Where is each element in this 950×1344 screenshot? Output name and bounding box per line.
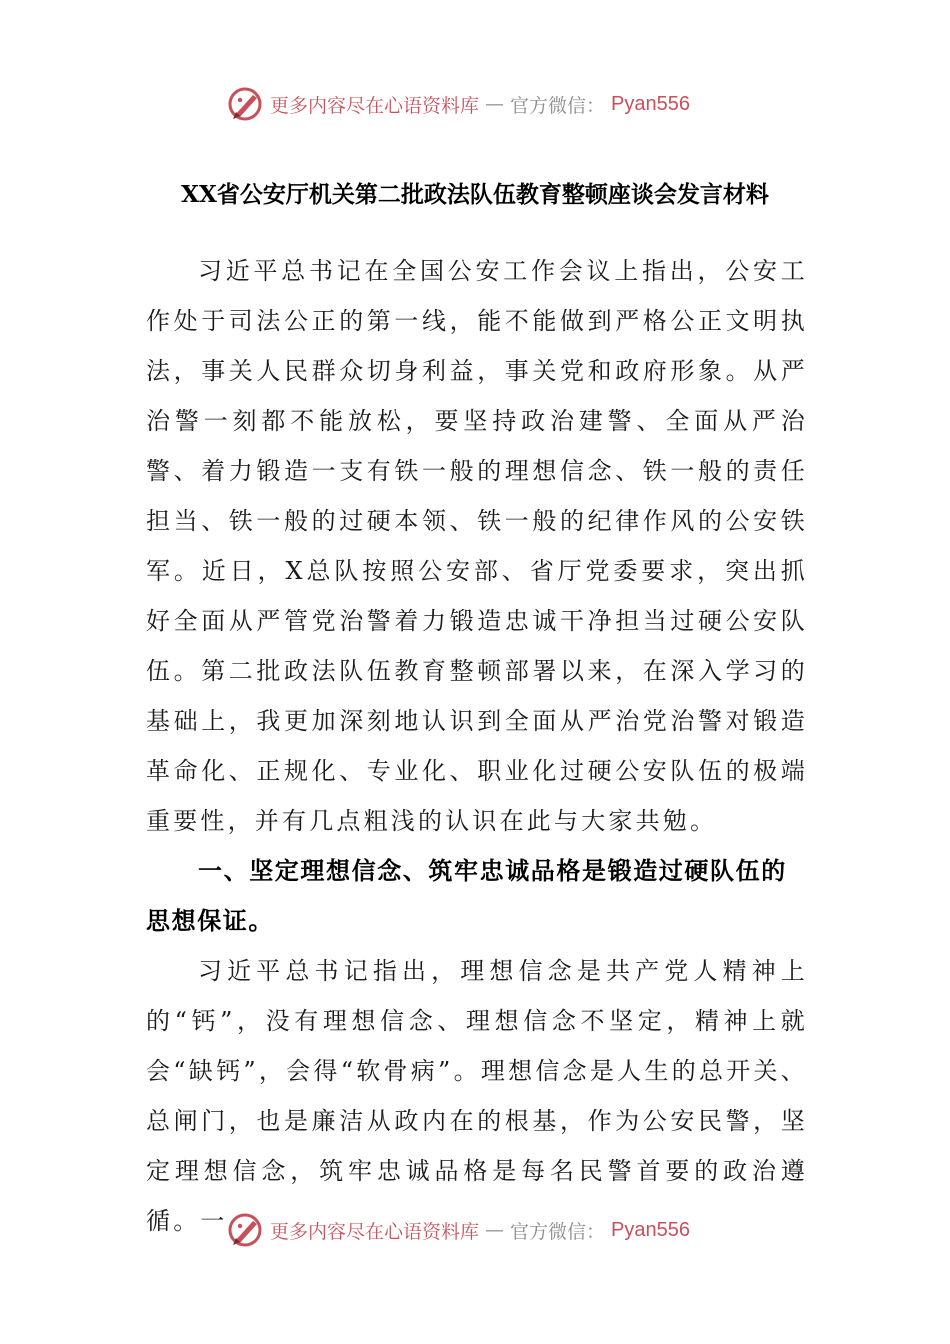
watermark-dash: — xyxy=(485,93,505,115)
paragraph-intro: 习近平总书记在全国公安工作会议上指出，公安工作处于司法公正的第一线，能不能做到严格公正文明执法，事关人民群众切身利益，事关党和政府形象。从严治警一刻都不能放松，要坚持政治建警、全面从严治警、着力锻造一支有铁一般的理想信念、铁一般的责任担当、铁一般的过硬本领、铁一般的纪律作风的公安铁军。近日，X总队按照公安部、省厅党委要求，突出抓好全面从严管党治警着力锻造忠诚干净担当过硬公安队伍。第二批政法队伍教育整顿部署以来，在深入学习的基础上，我更加深刻地认识到全面从严治党治警对锻造革命化、正规化、专业化、职业化过硬公安队伍的极端重要性，并有几点粗浅的认识在此与大家共勉。 xyxy=(146,257,808,835)
watermark-label: 官方微信： xyxy=(510,1220,606,1243)
section-heading-1: 一、坚定理想信念、筑牢忠诚品格是锻造过硬队伍的思想保证。 xyxy=(146,857,787,935)
watermark-brand-text: 更多内容尽在心语资料库 xyxy=(270,1220,480,1243)
pen-logo-icon xyxy=(226,1211,264,1249)
watermark-banner-bottom xyxy=(226,1210,746,1250)
paragraph-section-1: 习近平总书记指出，理想信念是共产党人精神上的“钙”，没有理想信念、理想信念不坚定，精神上就会“缺钙”，会得“软骨病”。理想信念是人生的总开关、总闸门，也是廉洁从政内在的根基，作为公安民警，坚定理想信念，筑牢忠诚品格是每名民警首要的政治遵循。一 xyxy=(146,957,808,1235)
document-title: XX省公安厅机关第二批政法队伍教育整顿座谈会发言材料 xyxy=(181,181,769,208)
document-body xyxy=(146,246,808,1246)
watermark-id: Pyan556 xyxy=(611,92,690,115)
pen-logo-icon xyxy=(226,85,264,123)
watermark-label: 官方微信： xyxy=(510,94,606,117)
watermark-dash: — xyxy=(485,1219,505,1241)
watermark-banner-top xyxy=(226,84,746,124)
watermark-id: Pyan556 xyxy=(611,1218,690,1241)
watermark-brand-text: 更多内容尽在心语资料库 xyxy=(270,94,480,117)
